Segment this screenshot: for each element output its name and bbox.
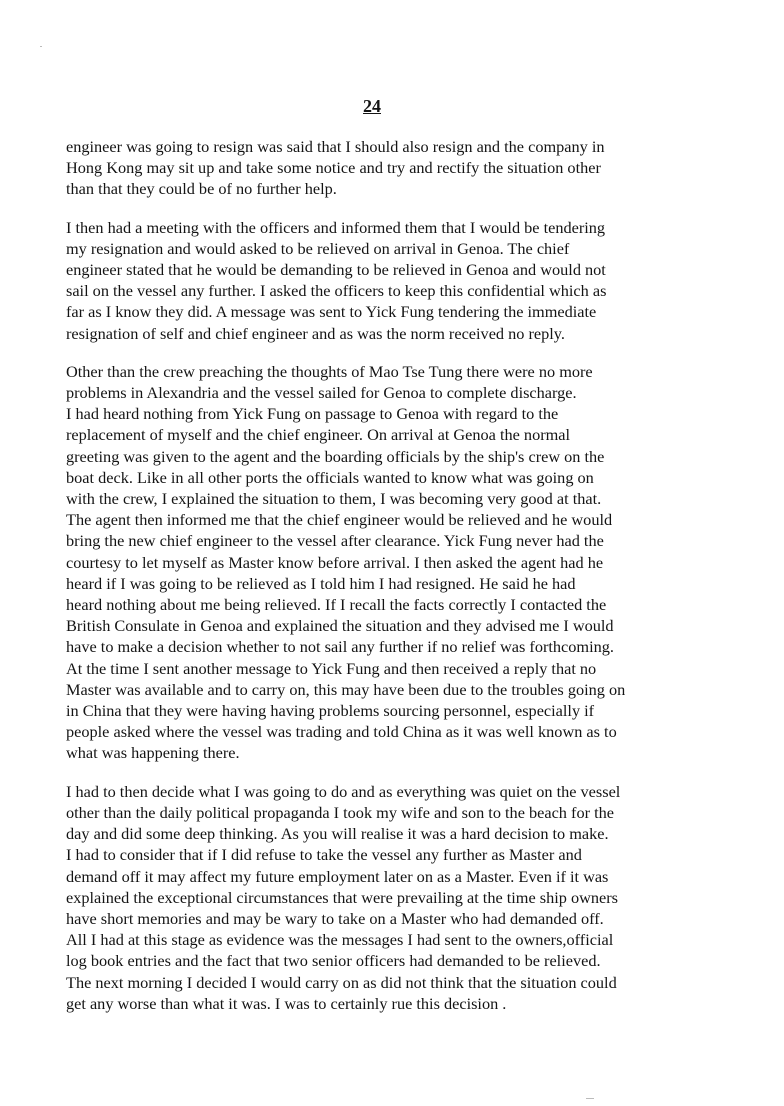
text-line: heard if I was going to be relieved as I told him I had resigned. He said he had [66, 573, 576, 593]
page-number: 24 [363, 96, 381, 116]
text-line: British Consulate in Genoa and explained the situation and they advised me I would [66, 616, 614, 636]
text-line: sail on the vessel any further. I asked the officers to keep this confidential which as [66, 281, 607, 301]
text-line: engineer stated that he would be demanding to be relieved in Genoa and would not [66, 260, 606, 280]
text-line: bring the new chief engineer to the vessel after clearance. Yick Fung never had the [66, 531, 604, 551]
text-line: in China that they were having having problems sourcing personnel, especially if [66, 701, 595, 721]
text-line: The agent then informed me that the chief engineer would be relieved and he would [66, 510, 613, 530]
text-line: resignation of self and chief engineer and as was the norm received no reply. [66, 323, 565, 343]
document-body [66, 136, 726, 1014]
text-line: Other than the crew preaching the thoughts of Mao Tse Tung there were no more [66, 361, 593, 381]
text-line: demand off it may affect my future employment later on as a Master. Even if it was [66, 866, 609, 886]
text-line: day and did some deep thinking. As you will realise it was a hard decision to make. [66, 824, 609, 844]
text-line: other than the daily political propaganda I took my wife and son to the beach for the [66, 802, 614, 822]
text-line: get any worse than what it was. I was to certainly rue this decision . [66, 993, 507, 1013]
text-line: Master was available and to carry on, this may have been due to the troubles going on [66, 679, 626, 699]
text-line: far as I know they did. A message was sent to Yick Fung tendering the immediate [66, 302, 597, 322]
text-line: problems in Alexandria and the vessel sailed for Genoa to complete discharge. [66, 383, 577, 403]
text-line: what was happening there. [66, 743, 240, 763]
text-line: people asked where the vessel was trading and told China as it was well known as to [66, 722, 617, 742]
text-line: greeting was given to the agent and the boarding officials by the ship's crew on the [66, 446, 605, 466]
text-line: than that they could be of no further help. [66, 179, 337, 199]
text-line: log book entries and the fact that two senior officers had demanded to be relieved. [66, 951, 601, 971]
text-line: replacement of myself and the chief engineer. On arrival at Genoa the normal [66, 425, 571, 445]
text-line: The next morning I decided I would carry on as did not think that the situation could [66, 972, 617, 992]
text-line: heard nothing about me being relieved. If I recall the facts correctly I contacted the [66, 595, 607, 615]
text-line: explained the exceptional circumstances that were prevailing at the time ship owners [66, 887, 619, 907]
paragraph [66, 781, 726, 1014]
text-line: have to make a decision whether to not sail any further if no relief was forthcoming. [66, 637, 614, 657]
text-line: All I had at this stage as evidence was the messages I had sent to the owners,official [66, 930, 614, 950]
text-line: I had to consider that if I did refuse to take the vessel any further as Master and [66, 845, 582, 865]
text-line: engineer was going to resign was said that I should also resign and the company in [66, 137, 605, 156]
scan-speck [586, 1098, 594, 1099]
text-line: At the time I sent another message to Yick Fung and then received a reply that no [66, 658, 597, 678]
paragraph [66, 136, 726, 200]
scan-speck [40, 46, 42, 47]
text-line: boat deck. Like in all other ports the officials wanted to know what was going on [66, 467, 594, 487]
text-line: with the crew, I explained the situation to them, I was becoming very good at that. [66, 489, 602, 509]
paragraph [66, 361, 726, 764]
text-line: courtesy to let myself as Master know before arrival. I then asked the agent had he [66, 552, 604, 572]
text-line: I then had a meeting with the officers and informed them that I would be tendering [66, 217, 606, 237]
text-line: I had to then decide what I was going to do and as everything was quiet on the vessel [66, 781, 621, 801]
text-line: I had heard nothing from Yick Fung on passage to Genoa with regard to the [66, 404, 559, 424]
text-line: have short memories and may be wary to take on a Master who had demanded off. [66, 908, 604, 928]
paragraph [66, 217, 726, 344]
text-line: my resignation and would asked to be relieved on arrival in Genoa. The chief [66, 238, 570, 258]
text-line: Hong Kong may sit up and take some notice and try and rectify the situation other [66, 158, 601, 178]
